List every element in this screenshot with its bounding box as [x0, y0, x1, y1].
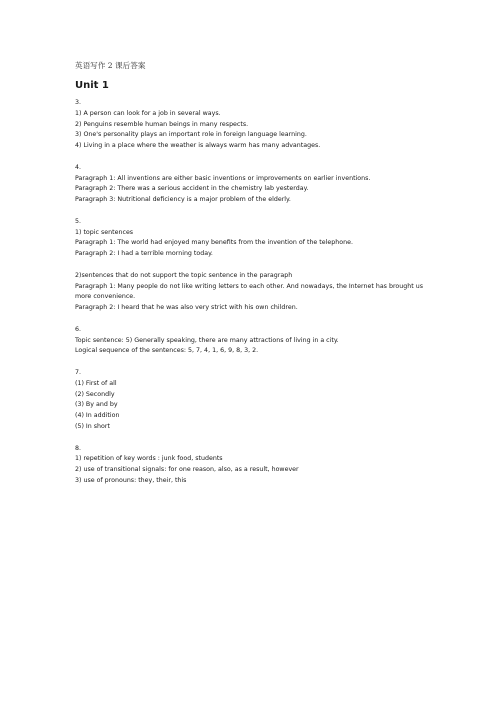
section-number: 6.	[75, 325, 82, 333]
section-number: 8.	[75, 444, 82, 452]
answer-line: (3) By and by	[75, 401, 118, 409]
section-number: 4.	[75, 163, 82, 171]
answer-section	[75, 368, 423, 433]
section-number: 7.	[75, 368, 82, 376]
answer-line: 3) use of pronouns: they, their, this	[75, 476, 187, 484]
document-page	[75, 60, 423, 487]
answer-line: (1) First of all	[75, 379, 117, 387]
answer-line: 1) repetition of key words : junk food, students	[75, 455, 223, 463]
blank-line	[75, 260, 423, 271]
section-gap	[75, 206, 423, 217]
section-gap	[75, 152, 423, 163]
answer-section	[75, 98, 423, 152]
answer-line: Paragraph 1: Many people do not like writing letters to each other. And nowadays, the Internet has brought us more convenience.	[75, 282, 423, 301]
answer-line: 1) A person can look for a job in several ways.	[75, 109, 221, 117]
answer-line: (2) Secondly	[75, 390, 115, 398]
answer-line: (5) In short	[75, 422, 110, 430]
answer-section	[75, 217, 423, 314]
answer-line: Paragraph 3: Nutritional deficiency is a major problem of the elderly.	[75, 196, 291, 204]
answer-line: Paragraph 2: I heard that he was also very strict with his own children.	[75, 304, 298, 312]
document-header: 英语写作 2 课后答案	[75, 61, 146, 70]
unit-title: Unit 1	[75, 80, 109, 91]
answer-line: 2) Penguins resemble human beings in many respects.	[75, 120, 249, 128]
answer-line: Logical sequence of the sentences: 5, 7, 4, 1, 6, 9, 8, 3, 2.	[75, 347, 259, 355]
section-gap	[75, 357, 423, 368]
answer-section	[75, 325, 423, 357]
section-number: 5.	[75, 217, 82, 225]
answer-section	[75, 444, 423, 487]
answer-line: 2) use of transitional signals: for one reason, also, as a result, however	[75, 466, 299, 474]
answer-line: 1) topic sentences	[75, 228, 134, 236]
answer-line: Paragraph 2: I had a terrible morning today.	[75, 250, 213, 258]
answer-line: 4) Living in a place where the weather is always warm has many advantages.	[75, 142, 321, 150]
answer-line: Paragraph 1: All inventions are either basic inventions or improvements on earlier inventions.	[75, 174, 371, 182]
answer-line: Paragraph 1: The world had enjoyed many benefits from the invention of the telephone.	[75, 239, 353, 247]
answer-line: 3) One's personality plays an important role in foreign language learning.	[75, 131, 307, 139]
answer-line: 2)sentences that do not support the topic sentence in the paragraph	[75, 271, 293, 279]
section-number: 3.	[75, 99, 82, 106]
answer-sections	[75, 98, 423, 487]
answer-section	[75, 163, 423, 206]
answer-line: Topic sentence: 5) Generally speaking, there are many attractions of living in a city.	[75, 336, 339, 344]
section-gap	[75, 433, 423, 444]
section-gap	[75, 314, 423, 325]
answer-line: Paragraph 2: There was a serious accident in the chemistry lab yesterday.	[75, 185, 309, 193]
answer-line: (4) In addition	[75, 412, 120, 420]
